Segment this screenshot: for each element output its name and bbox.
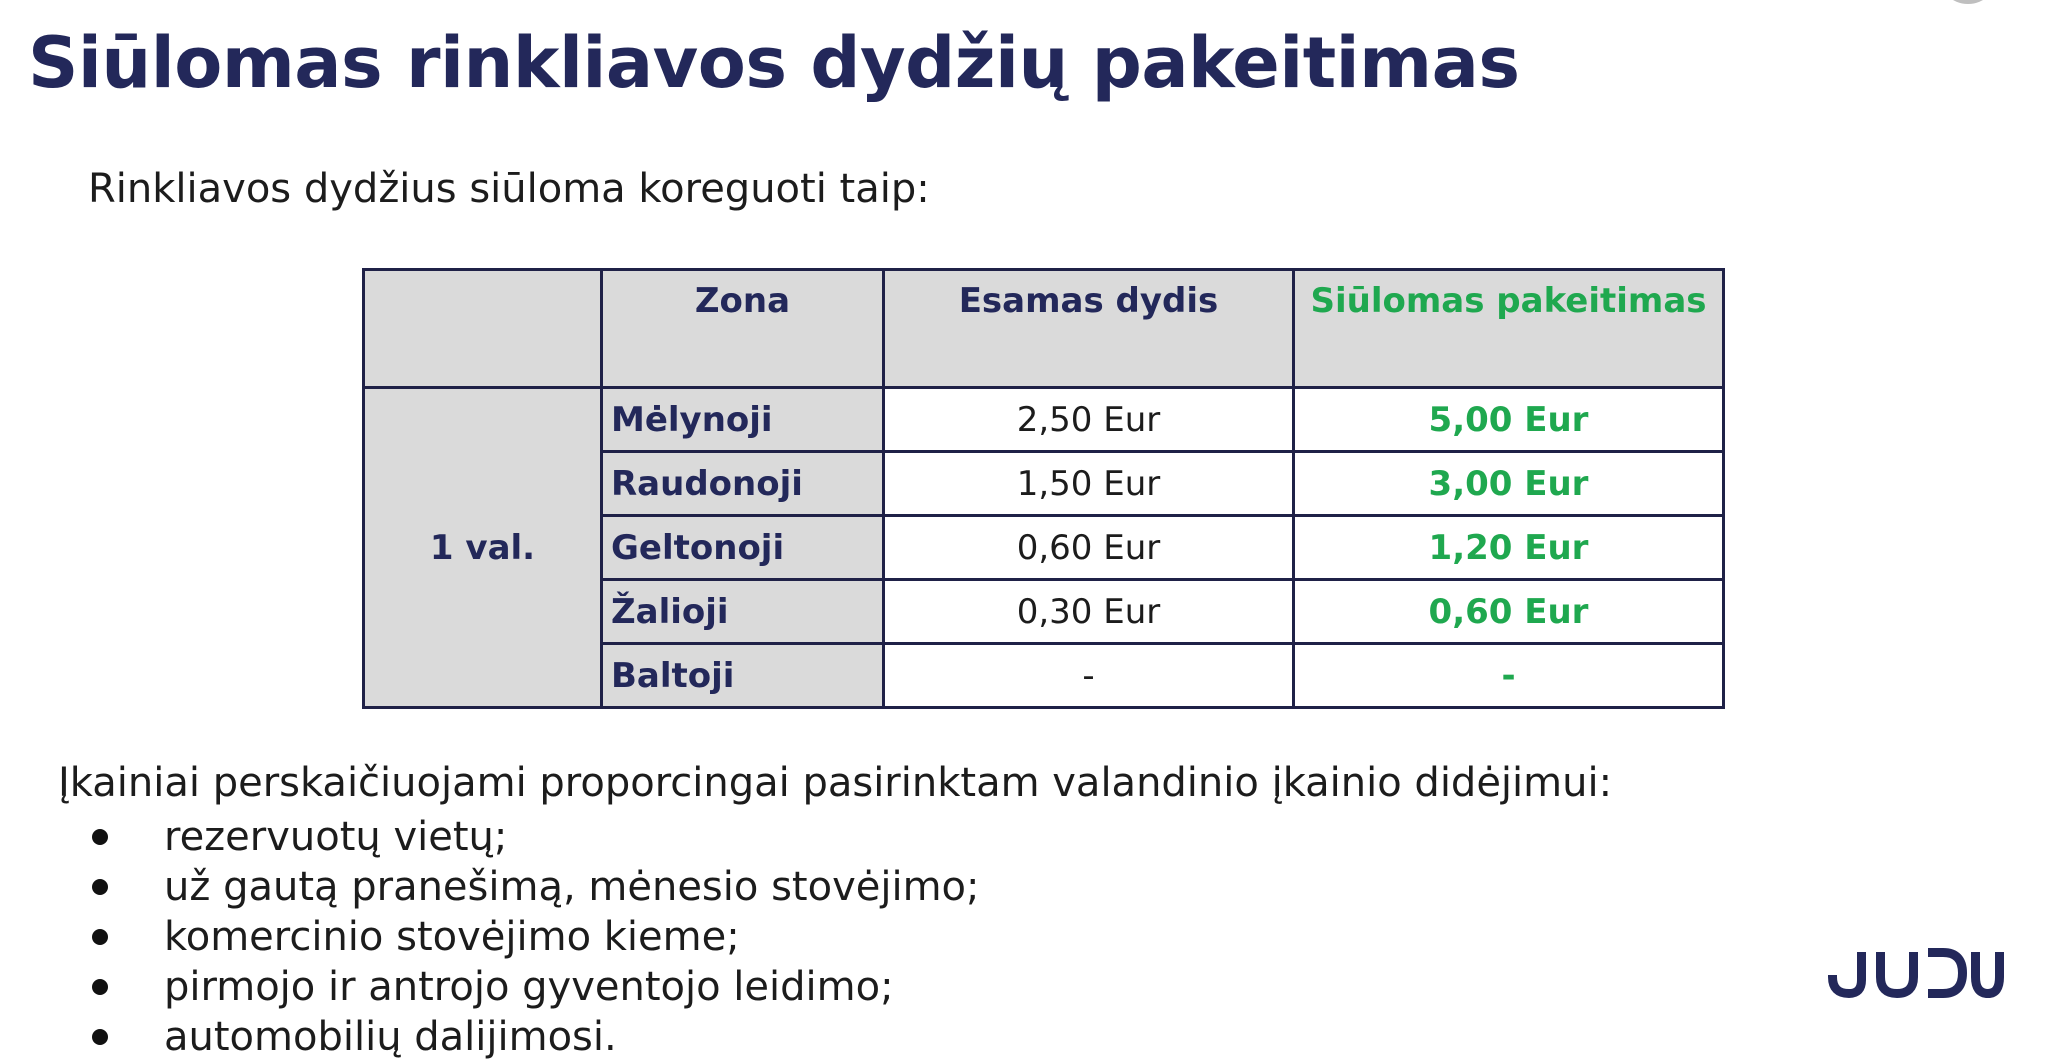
current-rate-cell: 0,30 Eur: [884, 580, 1294, 644]
bullet-dot-icon: [92, 829, 108, 845]
bullet-dot-icon: [92, 979, 108, 995]
list-item-text: automobilių dalijimosi.: [164, 1014, 617, 1060]
bullet-dot-icon: [92, 879, 108, 895]
judu-logo-icon: [1828, 948, 2004, 998]
proposed-rate-cell: 5,00 Eur: [1294, 388, 1724, 452]
proposed-rate-cell: -: [1294, 644, 1724, 708]
period-cell: 1 val.: [364, 388, 602, 708]
list-item: [88, 862, 980, 912]
list-item: [88, 812, 980, 862]
header-current: Esamas dydis: [884, 270, 1294, 388]
header-corner-cell: [364, 270, 602, 388]
list-item-text: rezervuotų vietų;: [164, 814, 508, 860]
list-item-text: komercinio stovėjimo kieme;: [164, 914, 740, 960]
current-rate-cell: 1,50 Eur: [884, 452, 1294, 516]
zone-cell: Geltonoji: [602, 516, 884, 580]
list-item: [88, 912, 980, 962]
current-rate-cell: 2,50 Eur: [884, 388, 1294, 452]
list-item: [88, 962, 980, 1012]
proposed-rate-cell: 1,20 Eur: [1294, 516, 1724, 580]
header-proposed: Siūlomas pakeitimas: [1294, 270, 1724, 388]
bullet-dot-icon: [92, 1029, 108, 1045]
current-rate-cell: 0,60 Eur: [884, 516, 1294, 580]
bullet-dot-icon: [92, 929, 108, 945]
header-zone: Zona: [602, 270, 884, 388]
bullet-list: [88, 812, 980, 1062]
table-row: [364, 388, 1724, 452]
table-header-row: [364, 270, 1724, 388]
list-item-text: pirmojo ir antrojo gyventojo leidimo;: [164, 964, 894, 1010]
corner-circle-icon: [1940, 0, 1996, 8]
zone-cell: Žalioji: [602, 580, 884, 644]
page-title: Siūlomas rinkliavos dydžių pakeitimas: [28, 22, 1520, 104]
list-item-text: už gautą pranešimą, mėnesio stovėjimo;: [164, 864, 980, 910]
current-rate-cell: -: [884, 644, 1294, 708]
zone-cell: Baltoji: [602, 644, 884, 708]
rates-table: [362, 268, 1725, 709]
intro-text: Rinkliavos dydžius siūloma koreguoti taip:: [88, 166, 930, 212]
proposed-rate-cell: 3,00 Eur: [1294, 452, 1724, 516]
proposed-rate-cell: 0,60 Eur: [1294, 580, 1724, 644]
list-item: [88, 1012, 980, 1062]
recalculation-note: Įkainiai perskaičiuojami proporcingai pasirinktam valandinio įkainio didėjimui:: [58, 760, 1613, 806]
zone-cell: Raudonoji: [602, 452, 884, 516]
zone-cell: Mėlynoji: [602, 388, 884, 452]
